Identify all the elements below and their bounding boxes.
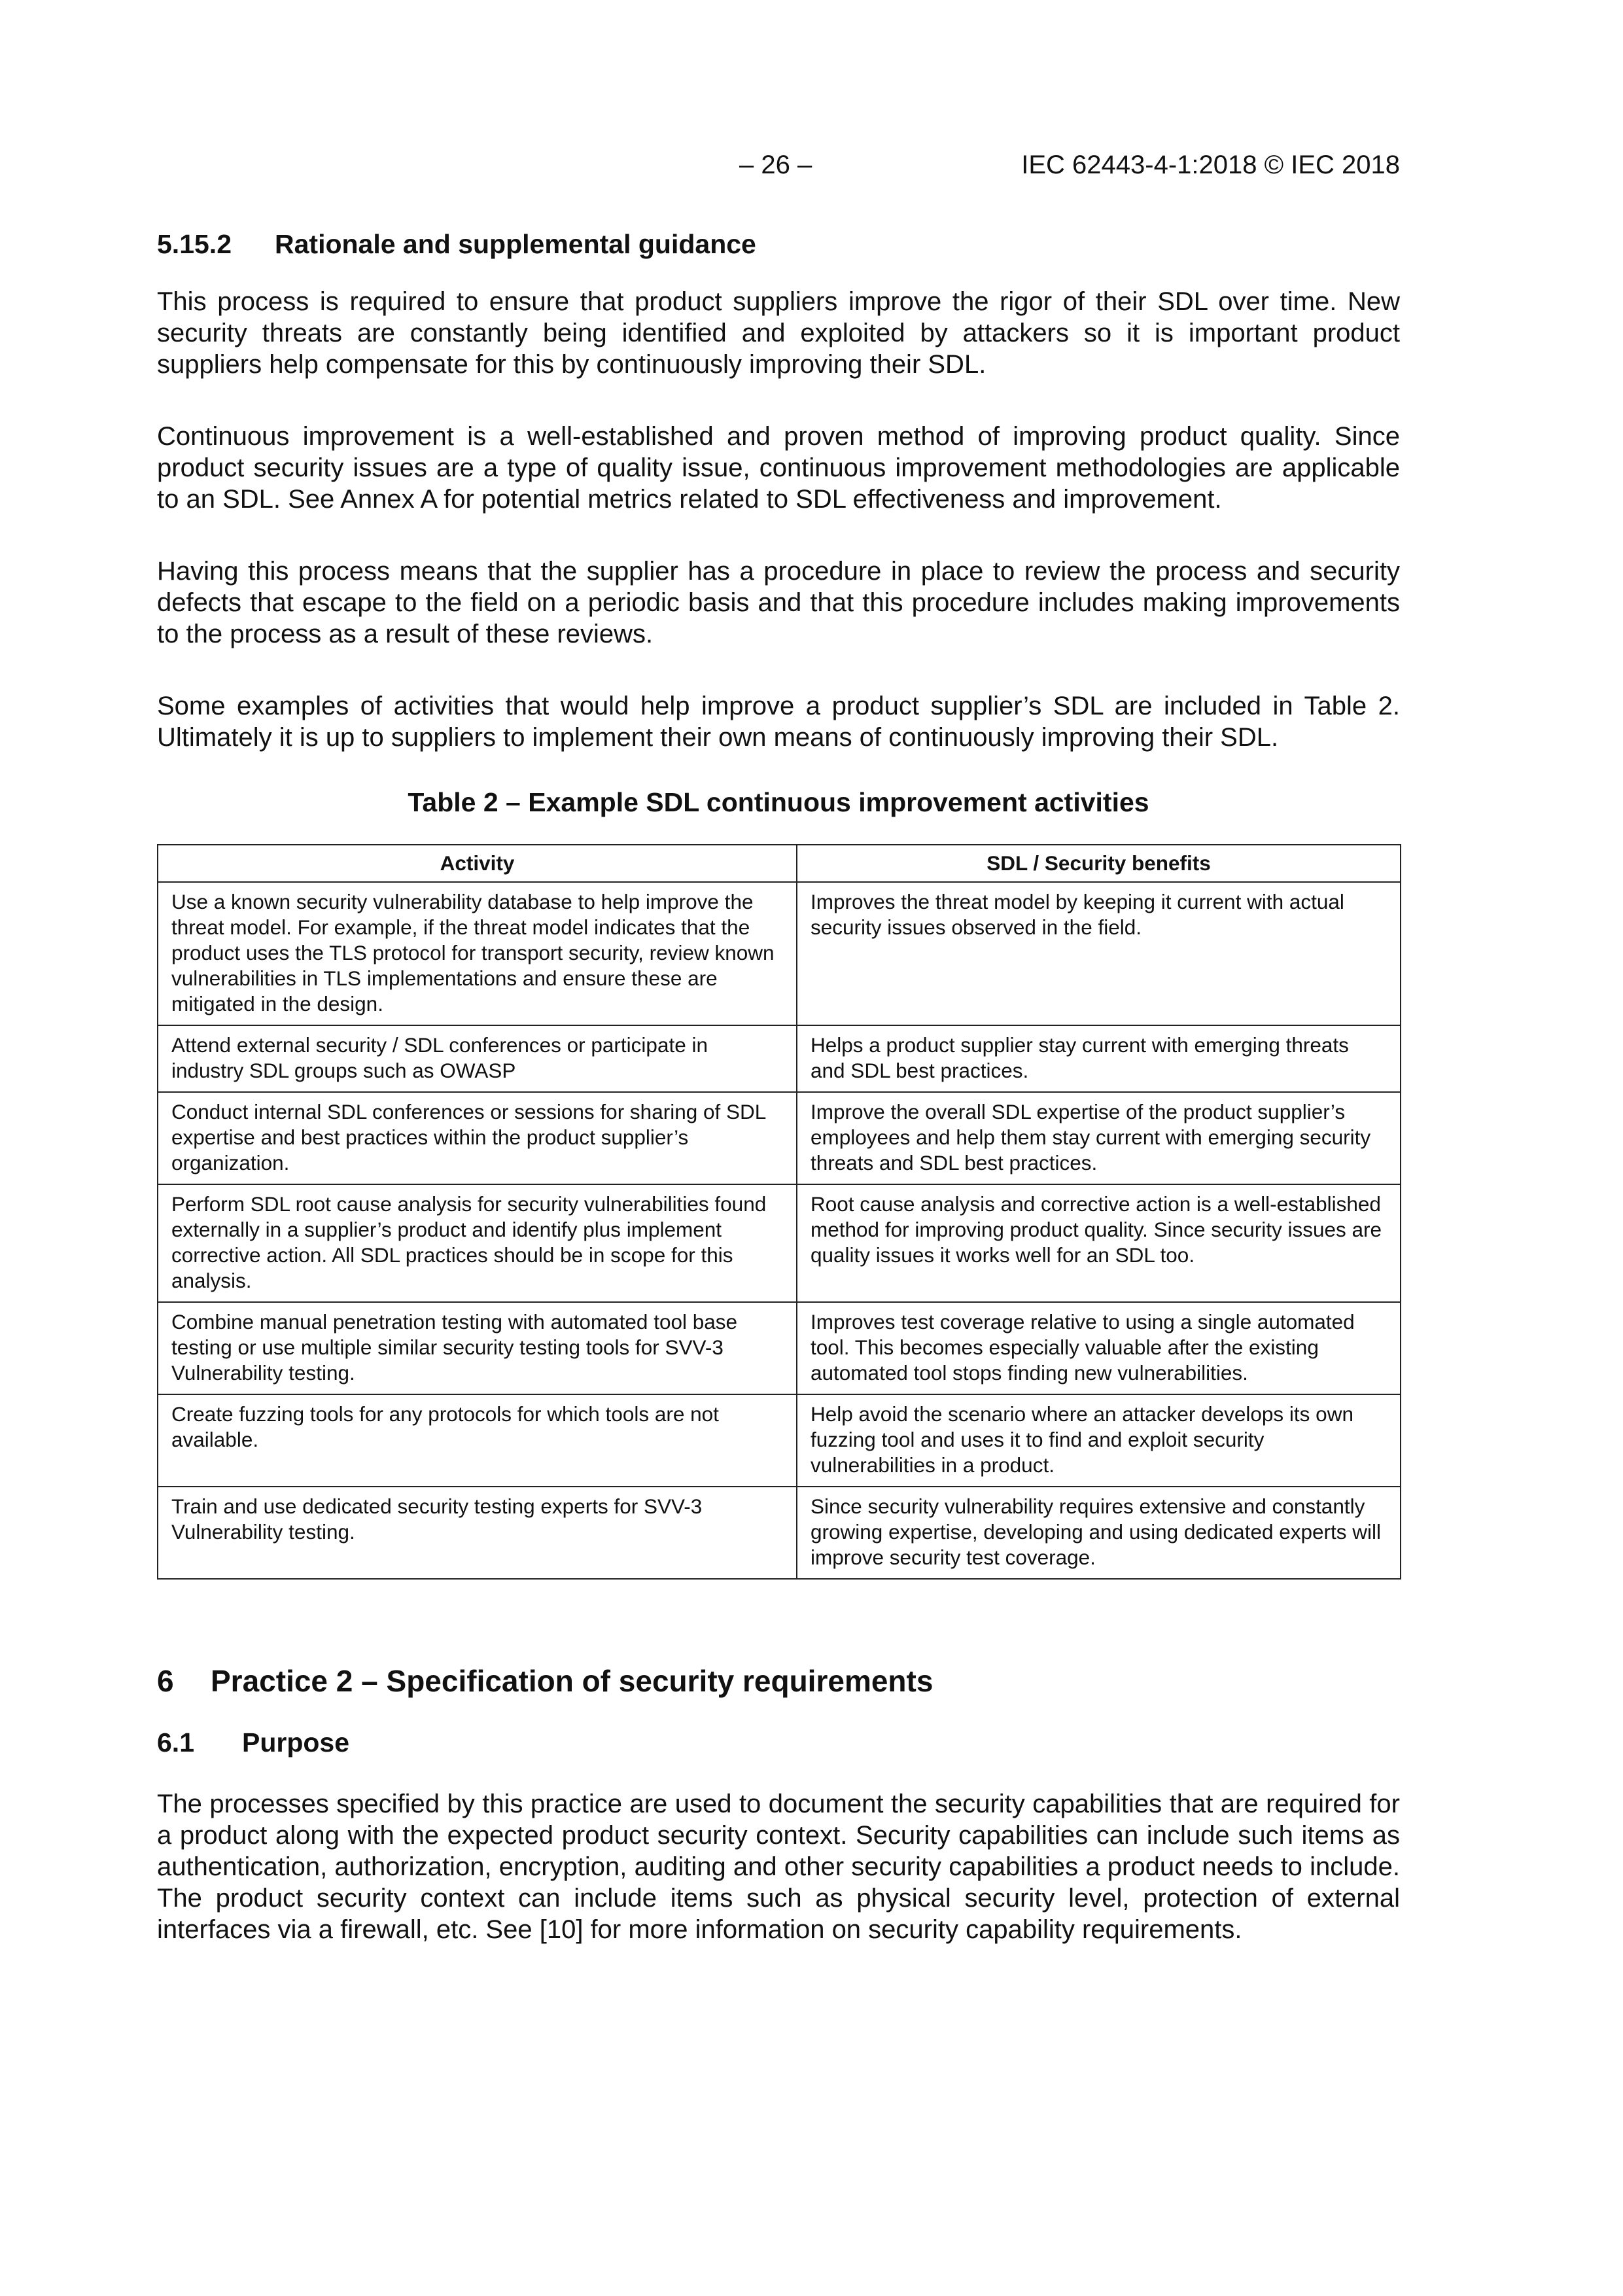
section-heading-6-1 (157, 1727, 1400, 1758)
benefit-cell: Help avoid the scenario where an attacker develops its own fuzzing tool and uses it to find and exploit security vulnerabilities in a product. (797, 1394, 1401, 1487)
activity-cell: Create fuzzing tools for any protocols for which tools are not available. (158, 1394, 797, 1487)
paragraph: This process is required to ensure that product suppliers improve the rigor of their SDL over time. New security threats are constantly being identified and exploited by attackers so it is important product suppliers help compensate for this by continuously improving their SDL. (157, 287, 1400, 379)
paragraph: Continuous improvement is a well-established and proven method of improving product quality. Since product security issues are a type of quality issue, continuous improvement methodologies are applicable to an SDL. See Annex A for potential metrics related to SDL effectiveness and improvement. (157, 422, 1400, 514)
benefit-cell: Improve the overall SDL expertise of the product supplier’s employees and help them stay current with emerging security threats and SDL best practices. (797, 1092, 1401, 1184)
activity-cell: Conduct internal SDL conferences or sessions for sharing of SDL expertise and best practices within the product supplier’s organization. (158, 1092, 797, 1184)
table-row (158, 1394, 1401, 1487)
page-number: – 26 – (739, 150, 812, 179)
activity-cell: Train and use dedicated security testing experts for SVV-3 Vulnerability testing. (158, 1487, 797, 1579)
benefit-cell: Since security vulnerability requires extensive and constantly growing expertise, developing and using dedicated experts will improve security test coverage. (797, 1487, 1401, 1579)
table-row (158, 1184, 1401, 1302)
paragraph: Some examples of activities that would help improve a product supplier’s SDL are included in Table 2. Ultimately it is up to suppliers to implement their own means of continuously improving their SDL. (157, 692, 1400, 752)
document-page (157, 150, 1400, 1986)
table-row (158, 1487, 1401, 1579)
paragraph: The processes specified by this practice are used to document the security capabilities that are required for a product along with the expected product security context. Security capabilities can include such items as authentication, authorization, encryption, auditing and other security capabilities a product needs to include. The product security context can include items such as physical security level, protection of external interfaces via a firewall, etc. See [10] for more information on security capability requirements. (157, 1790, 1400, 1944)
benefit-cell: Root cause analysis and corrective action is a well-established method for improving product quality. Since security issues are quality issues it works well for an SDL too. (797, 1184, 1401, 1302)
table-row (158, 1302, 1401, 1394)
page-header (157, 150, 1400, 190)
section-number: 6 (157, 1664, 174, 1698)
paragraph: Having this process means that the supplier has a procedure in place to review the process and security defects that escape to the field on a periodic basis and that this procedure includes making improvements to the process as a result of these reviews. (157, 557, 1400, 648)
standard-reference: IEC 62443-4-1:2018 © IEC 2018 (1021, 150, 1400, 179)
table-caption: Table 2 – Example SDL continuous improvement activities (408, 787, 1149, 817)
benefit-cell: Improves the threat model by keeping it current with actual security issues observed in the field. (797, 882, 1401, 1025)
activity-cell: Attend external security / SDL conferences or participate in industry SDL groups such as OWASP (158, 1025, 797, 1092)
section-heading-6 (157, 1663, 1400, 1699)
activity-cell: Use a known security vulnerability database to help improve the threat model. For example, if the threat model indicates that the product uses the TLS protocol for transport security, review known vulnerabilities in TLS implementations and ensure these are mitigated in the design. (158, 882, 797, 1025)
section-number: 5.15.2 (157, 229, 232, 259)
sdl-improvement-table (157, 844, 1401, 1580)
benefit-cell: Improves test coverage relative to using a single automated tool. This becomes especially valuable after the existing automated tool stops finding new vulnerabilities. (797, 1302, 1401, 1394)
column-header-activity: Activity (158, 845, 797, 882)
table-header-row (158, 845, 1401, 882)
section-title: Practice 2 – Specification of security requirements (211, 1664, 934, 1698)
section-title: Purpose (242, 1727, 350, 1757)
section-number: 6.1 (157, 1727, 194, 1757)
table-row (158, 882, 1401, 1025)
column-header-benefits: SDL / Security benefits (797, 845, 1401, 882)
section-title: Rationale and supplemental guidance (275, 229, 756, 259)
activity-cell: Perform SDL root cause analysis for security vulnerabilities found externally in a supplier’s product and identify plus implement corrective action. All SDL practices should be in scope for this analysis. (158, 1184, 797, 1302)
activity-cell: Combine manual penetration testing with automated tool base testing or use multiple similar security testing tools for SVV-3 Vulnerability testing. (158, 1302, 797, 1394)
section-heading-5-15-2 (157, 229, 1400, 260)
table-row (158, 1092, 1401, 1184)
benefit-cell: Helps a product supplier stay current with emerging threats and SDL best practices. (797, 1025, 1401, 1092)
table-row (158, 1025, 1401, 1092)
